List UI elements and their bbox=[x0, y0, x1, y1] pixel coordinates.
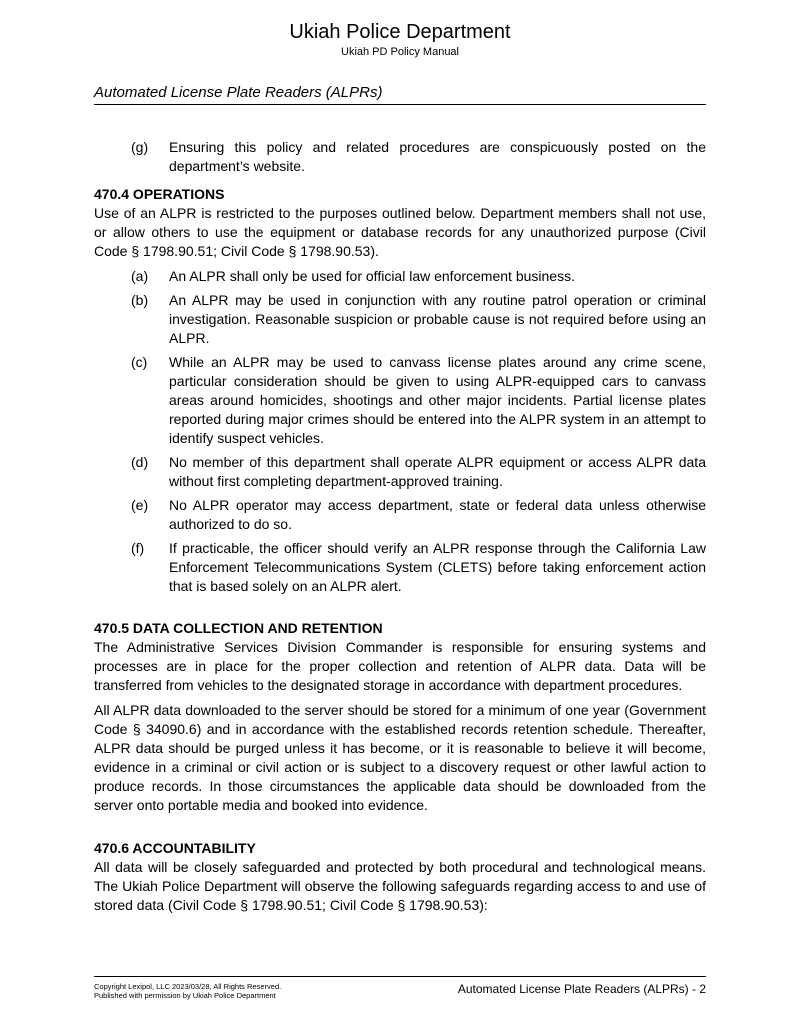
list-item bbox=[94, 267, 706, 286]
list-item-label: (f) bbox=[131, 540, 145, 556]
list-item-label: (a) bbox=[131, 268, 149, 284]
permission-line: Published with permission by Ukiah Police Department bbox=[94, 991, 276, 1000]
list-item-label: (d) bbox=[131, 454, 149, 470]
footer-copyright bbox=[94, 982, 281, 1000]
list-item-text: If practicable, the officer should verify an ALPR response through the California Law Enforcement Telecommunications System (CLETS) before taking enforcement action that is based solely on an ALPR alert. bbox=[169, 540, 706, 594]
spacer bbox=[94, 601, 706, 610]
list-item-text: Ensuring this policy and related procedures are conspicuously posted on the department’s website. bbox=[169, 139, 706, 174]
list-item-text: No ALPR operator may access department, state or federal data unless otherwise authorized to do so. bbox=[169, 497, 706, 532]
list-item bbox=[94, 453, 706, 491]
list-item-text: An ALPR may be used in conjunction with any routine patrol operation or criminal investigation. Reasonable suspicion or probable cause is not required before using an ALPR. bbox=[169, 292, 706, 346]
page-header-title: Ukiah Police Department bbox=[289, 21, 511, 43]
list-item-label: (e) bbox=[131, 497, 149, 513]
retention-paragraph-2: All ALPR data downloaded to the server should be stored for a minimum of one year (Government Code § 34090.6) and in accordance with the established records retention schedule. Thereafter, ALPR data should be purged unless it has become, or it is reasonable to believe it will become, evidence in a criminal or civil action or is subject to a discovery request or other lawful action to produce records. In those circumstances the applicable data should be downloaded from the server onto portable media and booked into evidence. bbox=[94, 702, 706, 813]
list-item bbox=[94, 138, 706, 176]
list-item bbox=[94, 496, 706, 534]
list-item bbox=[94, 539, 706, 596]
document-body bbox=[94, 138, 706, 921]
list-item bbox=[94, 353, 706, 448]
list-item-label: (g) bbox=[131, 139, 149, 155]
copyright-line: Copyright Lexipol, LLC 2023/03/28, All Rights Reserved. bbox=[94, 982, 282, 991]
list-item-label: (c) bbox=[131, 354, 148, 370]
list-item-label: (b) bbox=[131, 292, 149, 308]
list-item-text: No member of this department shall operate ALPR equipment or access ALPR data without first completing department-approved training. bbox=[169, 454, 706, 489]
page-header-subtitle: Ukiah PD Policy Manual bbox=[341, 46, 459, 58]
header-divider bbox=[94, 104, 706, 105]
list-item bbox=[94, 291, 706, 348]
list-item-text: While an ALPR may be used to canvass license plates around any crime scene, particular consideration should be given to using ALPR-equipped cars to canvass areas around homicides, shootings and other major incidents. Partial license plates reported during major crimes should be entered into the ALPR system in an attempt to identify suspect vehicles. bbox=[169, 354, 706, 446]
retention-paragraph-1: The Administrative Services Division Commander is responsible for ensuring systems and processes are in place for the proper collection and retention of ALPR data. Data will be transferred from vehicles to the designated storage in accordance with department procedures. bbox=[94, 639, 706, 693]
section-title: Automated License Plate Readers (ALPRs) bbox=[94, 84, 383, 101]
accountability-paragraph-1: All data will be closely safeguarded and protected by both procedural and technological means. The Ukiah Police Department will observe the following safeguards regarding access to and use of stored data (Civil Code § 1798.90.51; Civil Code § 1798.90.53): bbox=[94, 859, 706, 913]
section-heading-accountability: 470.6 ACCOUNTABILITY bbox=[94, 840, 256, 856]
footer-page-label: Automated License Plate Readers (ALPRs) - 2 bbox=[457, 982, 706, 996]
footer-divider bbox=[94, 976, 706, 977]
section-heading-operations: 470.4 OPERATIONS bbox=[94, 186, 225, 202]
operations-intro: Use of an ALPR is restricted to the purposes outlined below. Department members shall not use, or allow others to use the equipment or database records for any unauthorized purpose (Civil Code § 1798.90.51; Civil Code § 1798.90.53). bbox=[94, 205, 706, 259]
list-item-text: An ALPR shall only be used for official law enforcement business. bbox=[169, 268, 575, 284]
spacer bbox=[94, 821, 706, 830]
section-heading-retention: 470.5 DATA COLLECTION AND RETENTION bbox=[94, 620, 383, 636]
